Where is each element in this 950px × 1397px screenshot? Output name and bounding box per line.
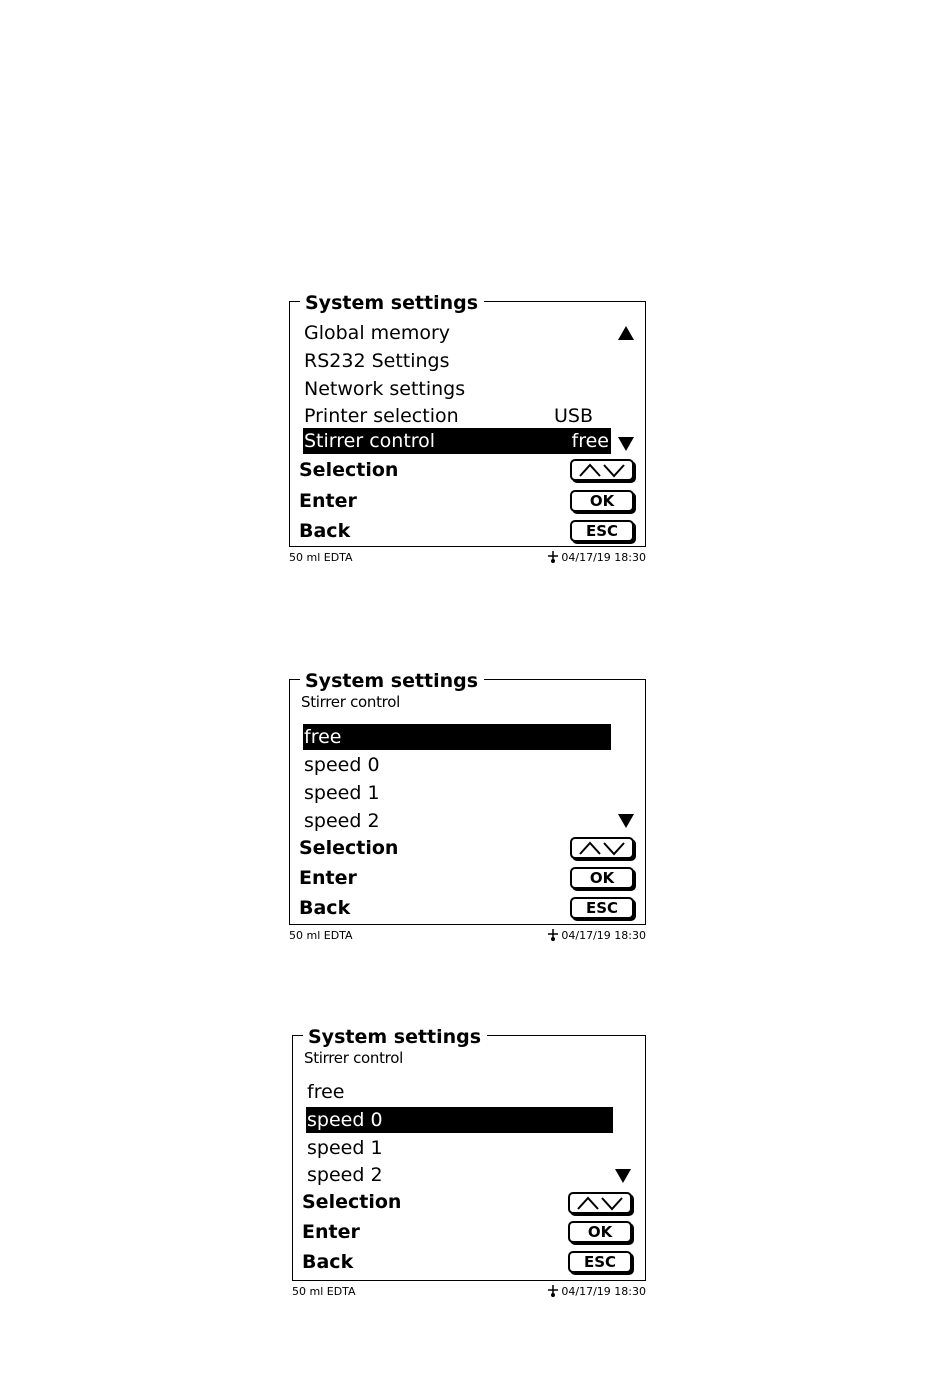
option-label: speed 1 [304,782,380,804]
up-down-key-button[interactable] [570,837,634,859]
menu-item-label: Network settings [304,378,466,400]
menu-item-label: Global memory [304,322,451,344]
back-label: Back [299,520,351,542]
menu-item-global-memory[interactable] [303,320,611,346]
scroll-down-arrow-icon [615,1169,631,1183]
menu-item-rs232-settings[interactable] [303,348,611,374]
screen-2-stirrer-control [289,670,646,944]
option-label: speed 2 [304,810,380,832]
usb-icon [547,551,559,563]
status-datetime: 04/17/19 18:30 [561,929,646,942]
screen-3-stirrer-control [292,1026,646,1300]
esc-key-button[interactable]: ESC [568,1251,632,1273]
selection-label: Selection [299,837,399,859]
status-datetime-area [547,1285,646,1298]
option-label: speed 1 [307,1137,383,1159]
back-label: Back [299,897,351,919]
option-free[interactable] [303,724,611,750]
option-label: free [304,726,342,748]
ok-key-button[interactable]: OK [570,867,634,889]
scroll-up-arrow-icon [618,326,634,340]
esc-key-button[interactable]: ESC [570,520,634,542]
option-label: speed 0 [304,754,380,776]
status-datetime: 04/17/19 18:30 [561,1285,646,1298]
menu-item-network-settings[interactable] [303,376,611,402]
option-speed-1[interactable] [306,1135,614,1161]
enter-label: Enter [299,867,357,889]
status-datetime: 04/17/19 18:30 [561,551,646,564]
selection-label: Selection [302,1191,402,1213]
up-down-arrows-icon [577,841,627,856]
screen-1-system-settings [289,292,646,566]
option-free[interactable] [306,1079,614,1105]
status-method: 50 ml EDTA [289,551,353,564]
status-method: 50 ml EDTA [292,1285,356,1298]
menu-item-label: Printer selection [304,405,459,427]
option-label: speed 0 [307,1109,383,1131]
option-speed-2[interactable] [306,1162,614,1188]
menu-item-label: Stirrer control [304,430,436,452]
usb-icon [547,1285,559,1297]
status-datetime-area [547,929,646,942]
menu-item-label: RS232 Settings [304,350,450,372]
menu-item-stirrer-control[interactable] [303,428,611,454]
menu-item-value: free [571,430,609,452]
option-speed-1[interactable] [303,780,611,806]
option-speed-2[interactable] [303,808,611,834]
screen-title: System settings [300,671,484,691]
enter-label: Enter [299,490,357,512]
back-label: Back [302,1251,354,1273]
up-down-key-button[interactable] [570,459,634,481]
option-label: speed 2 [307,1164,383,1186]
scroll-down-arrow-icon [618,814,634,828]
usb-icon [547,929,559,941]
enter-label: Enter [302,1221,360,1243]
menu-item-value: USB [553,405,593,427]
selection-label: Selection [299,459,399,481]
ok-key-button[interactable]: OK [570,490,634,512]
screen-title: System settings [303,1027,487,1047]
scroll-down-arrow-icon [618,437,634,451]
up-down-arrows-icon [575,1196,625,1211]
ok-key-button[interactable]: OK [568,1221,632,1243]
up-down-arrows-icon [577,463,627,478]
option-speed-0[interactable] [303,752,611,778]
status-datetime-area [547,551,646,564]
status-method: 50 ml EDTA [289,929,353,942]
option-label: free [307,1081,345,1103]
screen-subtitle: Stirrer control [304,1049,403,1067]
up-down-key-button[interactable] [568,1192,632,1214]
menu-item-printer-selection[interactable] [303,403,611,429]
esc-key-button[interactable]: ESC [570,897,634,919]
screen-title: System settings [300,293,484,313]
screen-subtitle: Stirrer control [301,693,400,711]
option-speed-0[interactable] [306,1107,613,1133]
